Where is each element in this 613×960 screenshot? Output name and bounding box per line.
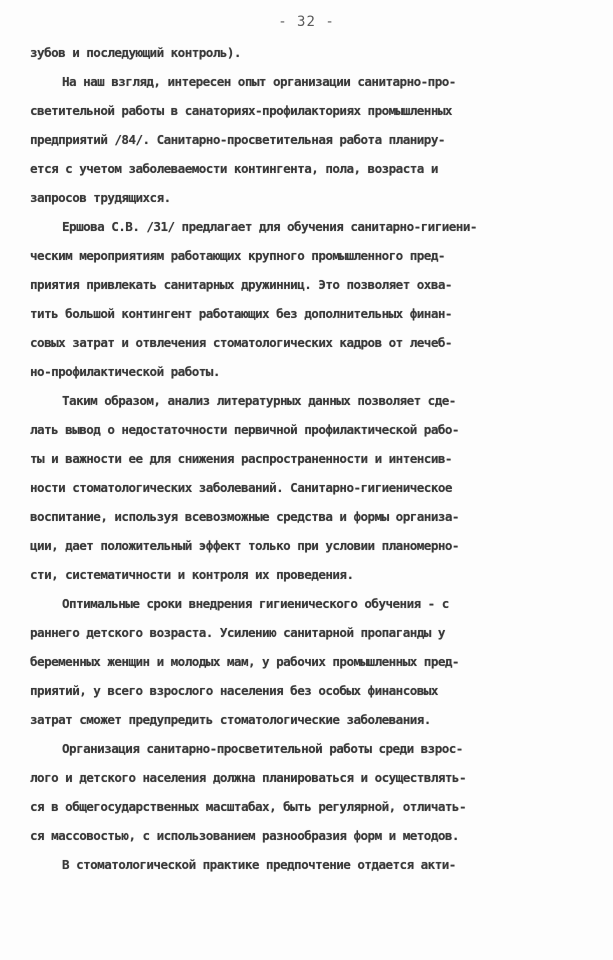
text-line: ся массовостью, с использованием разнообразия форм и методов. [30,828,459,843]
text-line: приятий, у всего взрослого населения без особых финансовых [30,683,438,698]
text-line: раннего детского возраста. Усилению санитарной пропаганды у [30,625,445,640]
text-line: предприятий /84/. Санитарно-просветительная работа планиру- [30,132,445,147]
text-line: ности стоматологических заболеваний. Санитарно-гигиеническое [30,480,452,495]
text-line: ты и важности ее для снижения распространенности и интенсив- [30,451,452,466]
text-line: ческим мероприятиям работающих крупного промышленного пред- [30,248,445,263]
text-line: ции, дает положительный эффект только при условии планомерно- [30,538,459,553]
text-line: лать вывод о недостаточности первичной профилактической рабо- [30,422,459,437]
text-line: ется с учетом заболеваемости контингента, пола, возраста и [30,161,438,176]
text-line: светительной работы в санаториях-профилакториях промышленных [30,103,452,118]
text-line: запросов трудящихся. [30,190,171,205]
text-line: лого и детского населения должна планироваться и осуществлять- [30,770,466,785]
page-number: - 32 - [278,14,335,30]
body-text [30,38,570,879]
text-line: сти, систематичности и контроля их проведения. [30,567,354,582]
text-line: зубов и последующий контроль). [30,45,241,60]
text-line: Таким образом, анализ литературных данных позволяет сде- [62,393,456,408]
text-line: беременных женщин и молодых мам, у рабочих промышленных пред- [30,654,459,669]
text-line: Организация санитарно-просветительной работы среди взрос- [62,741,463,756]
text-line: На наш взгляд, интересен опыт организации санитарно-про- [62,74,456,89]
text-line: ся в общегосударственных масштабах, быть регулярной, отличать- [30,799,466,814]
text-line: совых затрат и отвлечения стоматологических кадров от лечеб- [30,335,452,350]
text-line: приятия привлекать санитарных дружинниц. Это позволяет охва- [30,277,452,292]
text-line: но-профилактической работы. [30,364,220,379]
text-line: затрат сможет предупредить стоматологические заболевания. [30,712,431,727]
text-line: Ершова С.В. /31/ предлагает для обучения санитарно-гигиени- [62,219,477,234]
text-line: В стоматологической практике предпочтение отдается акти- [62,857,456,872]
text-line: воспитание, используя всевозможные средства и формы организа- [30,509,459,524]
text-line: Оптимальные сроки внедрения гигиенического обучения - с [62,596,449,611]
text-line: тить большой контингент работающих без дополнительных финан- [30,306,452,321]
